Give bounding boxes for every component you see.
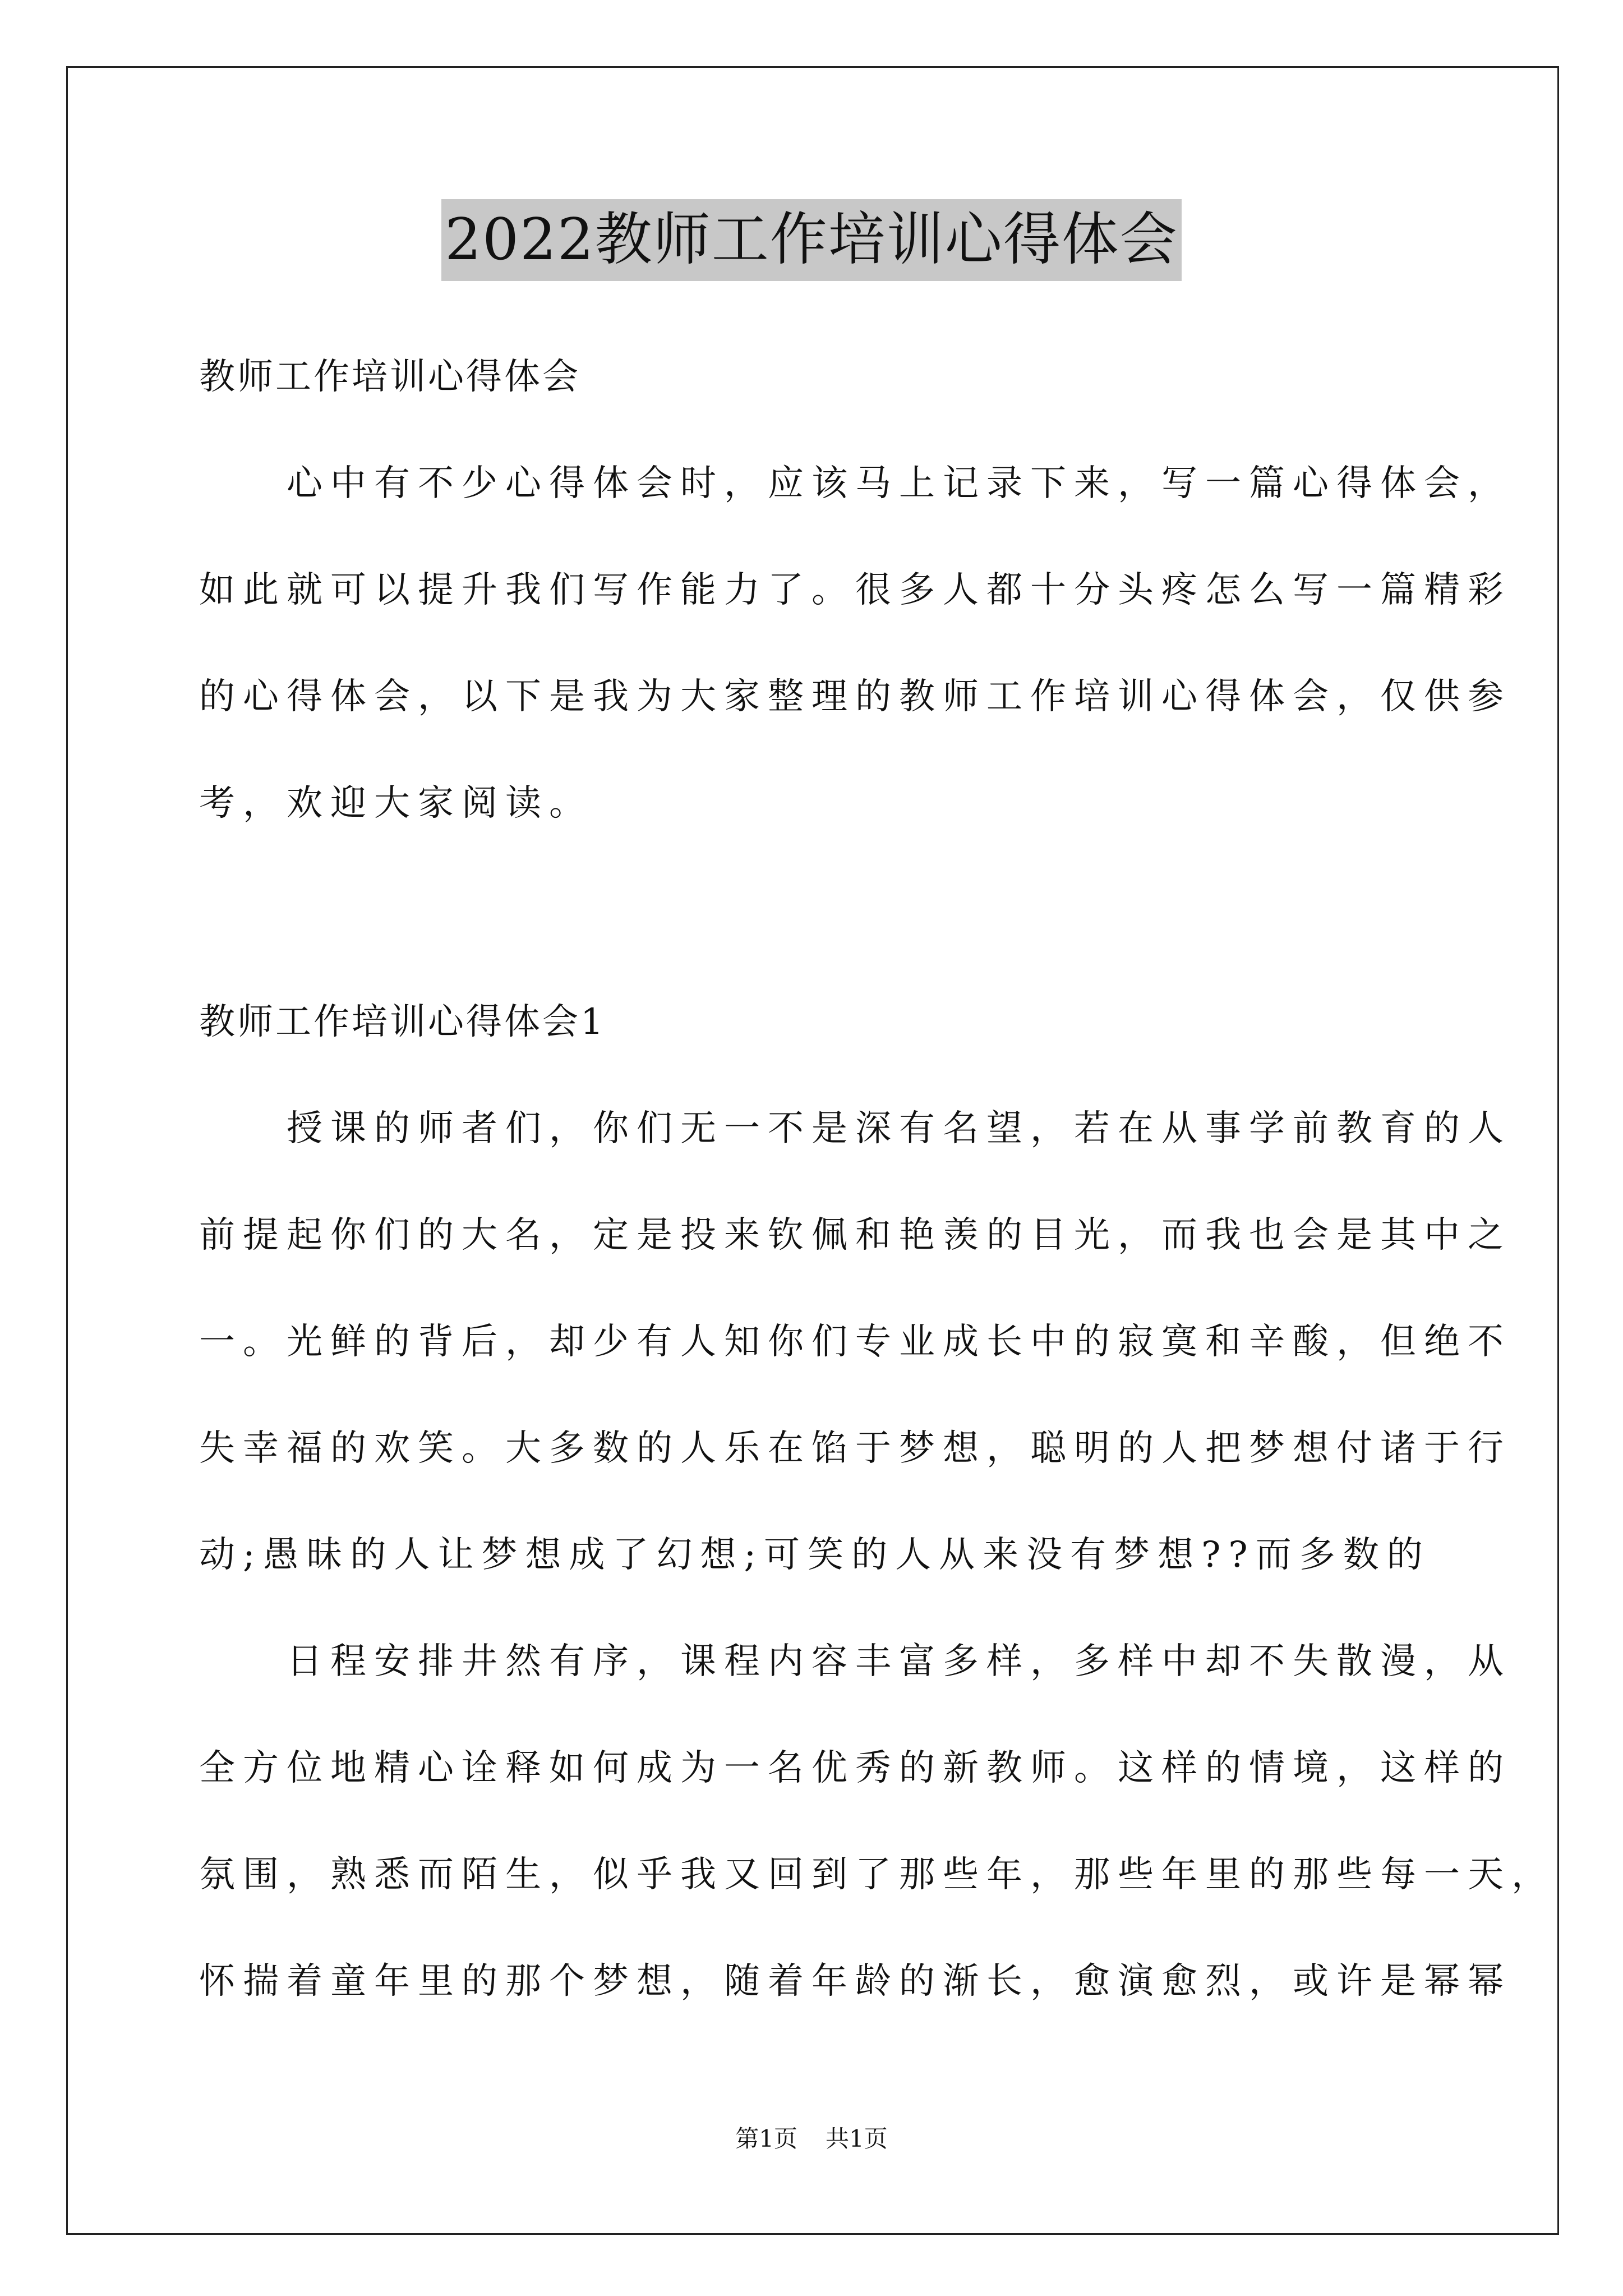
body-line: 动;愚昧的人让梦想成了幻想;可笑的人从来没有梦想??而多数的 bbox=[199, 1534, 1431, 1576]
section-heading: 教师工作培训心得体会1 bbox=[199, 1001, 606, 1043]
page-footer bbox=[0, 2123, 1623, 2155]
title-container bbox=[0, 199, 1623, 281]
body-line: 失幸福的欢笑。大多数的人乐在馅于梦想，聪明的人把梦想付诸于行 bbox=[199, 1428, 1511, 1469]
section-heading: 教师工作培训心得体会 bbox=[199, 356, 580, 398]
body-line: 的心得体会，以下是我为大家整理的教师工作培训心得体会，仅供参 bbox=[199, 676, 1511, 717]
body-line: 考，欢迎大家阅读。 bbox=[199, 783, 593, 824]
body-line: 怀揣着童年里的那个梦想，随着年龄的渐长，愈演愈烈，或许是幂幂 bbox=[199, 1961, 1511, 2002]
body-line: 全方位地精心诠释如何成为一名优秀的新教师。这样的情境，这样的 bbox=[199, 1747, 1511, 1789]
body-line: 日程安排井然有序，课程内容丰富多样，多样中却不失散漫，从 bbox=[199, 1641, 1511, 1682]
document-title: 2022教师工作培训心得体会 bbox=[441, 199, 1182, 281]
page-total: 共1页 bbox=[826, 2125, 888, 2152]
body-line: 心中有不少心得体会时，应该马上记录下来，写一篇心得体会， bbox=[199, 463, 1511, 504]
body-line: 一。光鲜的背后，却少有人知你们专业成长中的寂寞和辛酸，但绝不 bbox=[199, 1321, 1511, 1363]
page-number: 第1页 bbox=[735, 2125, 797, 2152]
body-line: 前提起你们的大名，定是投来钦佩和艳羡的目光，而我也会是其中之 bbox=[199, 1214, 1511, 1256]
body-line: 氛围，熟悉而陌生，似乎我又回到了那些年，那些年里的那些每一天， bbox=[199, 1854, 1555, 1895]
body-line: 如此就可以提升我们写作能力了。很多人都十分头疼怎么写一篇精彩 bbox=[199, 569, 1511, 611]
body-line: 授课的师者们，你们无一不是深有名望，若在从事学前教育的人 bbox=[199, 1108, 1511, 1149]
